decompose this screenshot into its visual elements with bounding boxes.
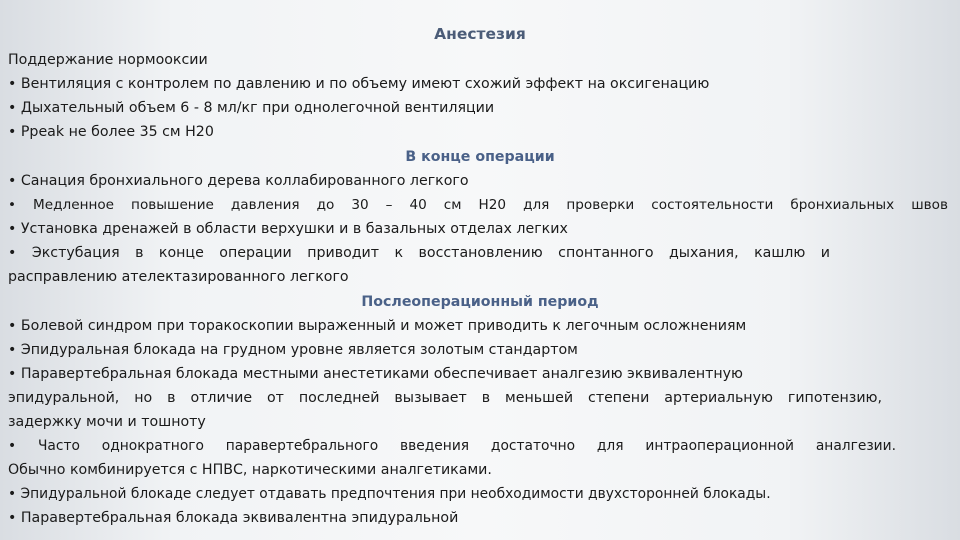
- list-item: • Эпидуральная блокада на грудном уровне является золотым стандартом: [8, 342, 578, 358]
- section-heading-end-of-operation: В конце операции: [405, 149, 555, 165]
- list-item: • Санация бронхиального дерева коллабированного легкого: [8, 173, 469, 189]
- list-item: • Дыхательный объем 6 - 8 мл/кг при однолегочной вентиляции: [8, 100, 495, 116]
- list-item: • Паравертебральная блокада эквивалентна эпидуральной: [8, 510, 459, 526]
- slide-title: Анестезия: [434, 25, 526, 43]
- list-item: • Паравертебральная блокада местными анестетиками обеспечивает аналгезию эквивалентную: [8, 366, 743, 382]
- list-item-continuation: эпидуральной, но в отличие от последней вызывает в меньшей степени артериальную гипотензию,: [8, 390, 882, 406]
- list-item: • Эпидуральной блокаде следует отдавать предпочтения при необходимости двухсторонней блокады.: [8, 486, 771, 502]
- section-heading-postoperative: Послеоперационный период: [361, 294, 599, 310]
- section-heading-normoxia: Поддержание нормооксии: [8, 52, 208, 68]
- list-item: • Болевой синдром при торакоскопии выраженный и может приводить к легочным осложнениям: [8, 318, 747, 334]
- list-item: • Вентиляция с контролем по давлению и по объему имеют схожий эффект на оксигенацию: [8, 76, 710, 92]
- list-item: • Установка дренажей в области верхушки и в базальных отделах легких: [8, 221, 568, 237]
- list-item-continuation: Обычно комбинируется с НПВС, наркотическими аналгетиками.: [8, 462, 492, 478]
- list-item: • Экстубация в конце операции приводит к восстановлению спонтанного дыхания, кашлю и: [8, 245, 830, 261]
- list-item: • Часто однократного паравертебрального введения достаточно для интраоперационной аналгезии.: [8, 438, 896, 454]
- list-item-continuation: задержку мочи и тошноту: [8, 414, 206, 430]
- list-item-continuation: расправлению ателектазированного легкого: [8, 269, 349, 285]
- list-item: • Ppeak не более 35 см Н20: [8, 124, 214, 140]
- list-item: • Медленное повышение давления до 30 – 40 см Н20 для проверки состоятельности бронхиальных швов: [8, 197, 948, 213]
